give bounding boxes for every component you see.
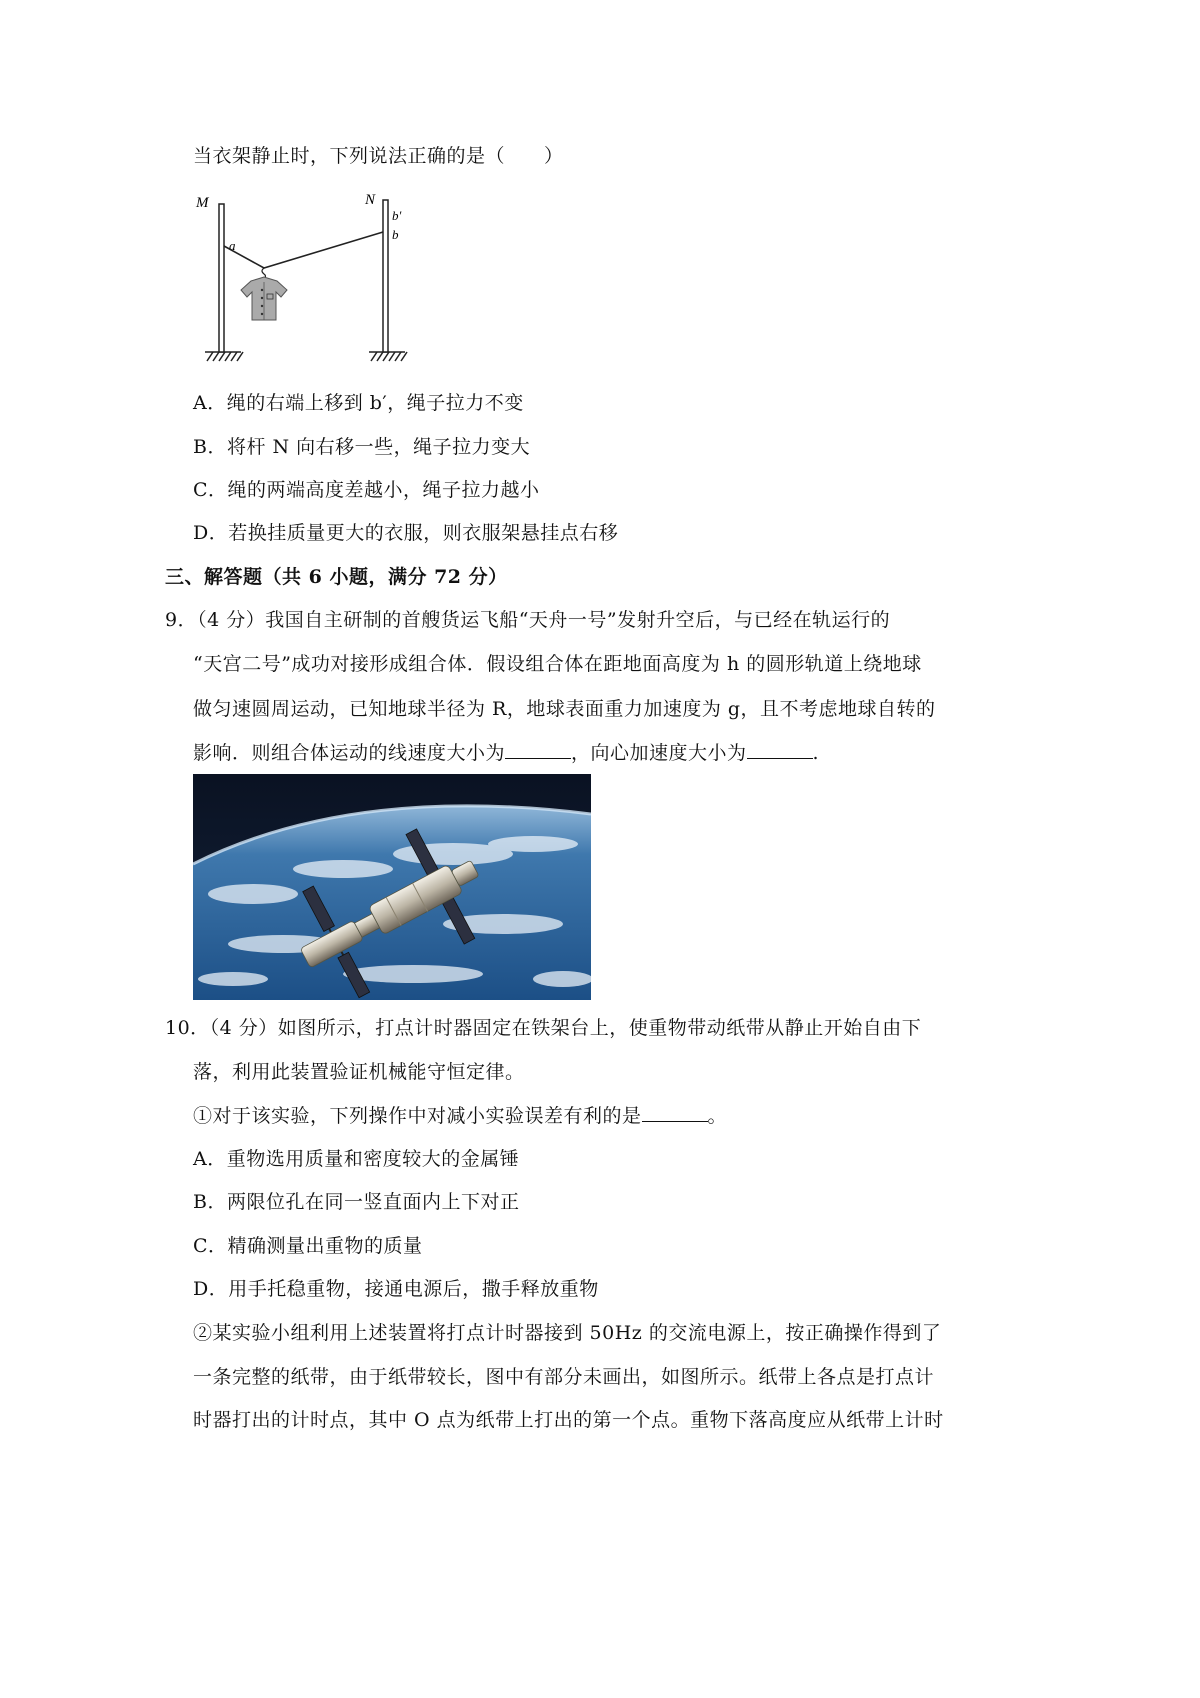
space-station-photo [193,774,591,1000]
answer-blank-acceleration[interactable] [747,740,813,759]
label-m: M [196,195,209,211]
q10-sub-2-line-3: 时器打出的计时点，其中 O 点为纸带上打出的第一个点。重物下落高度应从纸带上计时 [193,1409,944,1431]
rope [224,232,383,268]
ground-right [369,352,407,361]
label-a: a [229,238,236,253]
q9-line-4-text-b: ，向心加速度大小为 [571,742,747,764]
shirt-icon [241,277,287,320]
q10-sub-1-text: ①对于该实验，下列操作中对减小实验误差有利的是 [193,1105,642,1127]
q9-line-1: 9．（4 分）我国自主研制的首艘货运飞船“天舟一号”发射升空后，与已经在轨运行的 [165,609,891,631]
q8-option-c: C．绳的两端高度差越小，绳子拉力越小 [193,479,540,501]
section-heading: 三、解答题（共 6 小题，满分 72 分） [165,566,508,588]
q9-line-4 [193,740,819,765]
q8-option-b: B．将杆 N 向右移一些，绳子拉力变大 [193,436,531,458]
q8-option-a: A．绳的右端上移到 b′，绳子拉力不变 [193,392,524,414]
label-b: b [392,227,399,242]
q8-stem: 当衣架静止时，下列说法正确的是（ ） [193,145,564,167]
pole-m [219,204,224,352]
q10-option-d: D．用手托稳重物，接通电源后，撒手释放重物 [193,1278,599,1300]
q9-line-2: “天宫二号”成功对接形成组合体．假设组合体在距地面高度为 h 的圆形轨道上绕地球 [193,653,922,675]
label-n: N [365,192,376,208]
q10-sub-1-end: 。 [707,1105,728,1127]
clothes-hanger-diagram [193,186,423,371]
pole-n [383,200,388,352]
q9-line-4-text-a: 影响．则组合体运动的线速度大小为 [193,742,506,764]
q10-sub-2-line-1: ②某实验小组利用上述装置将打点计时器接到 50Hz 的交流电源上，按正确操作得到了 [193,1322,942,1344]
q10-option-a: A．重物选用质量和密度较大的金属锤 [193,1148,520,1170]
q10-option-c: C．精确测量出重物的质量 [193,1235,423,1257]
q9-line-4-text-c: . [812,742,820,764]
q9-line-3: 做匀速圆周运动，已知地球半径为 R，地球表面重力加速度为 g，且不考虑地球自转的 [193,698,936,720]
q10-sub-2-line-2: 一条完整的纸带，由于纸带较长，图中有部分未画出，如图所示。纸带上各点是打点计 [193,1366,935,1388]
q10-option-b: B．两限位孔在同一竖直面内上下对正 [193,1191,520,1213]
label-b-prime: b′ [392,208,402,223]
q10-sub-1 [193,1103,727,1128]
answer-blank-q10-1[interactable] [642,1103,708,1122]
q8-option-d: D．若换挂质量更大的衣服，则衣服架悬挂点右移 [193,522,619,544]
answer-blank-velocity[interactable] [505,740,571,759]
ground-left [205,352,243,361]
q10-line-2: 落，利用此装置验证机械能守恒定律。 [193,1061,525,1083]
q10-line-1: 10．（4 分）如图所示，打点计时器固定在铁架台上，使重物带动纸带从静止开始自由下 [165,1017,922,1039]
